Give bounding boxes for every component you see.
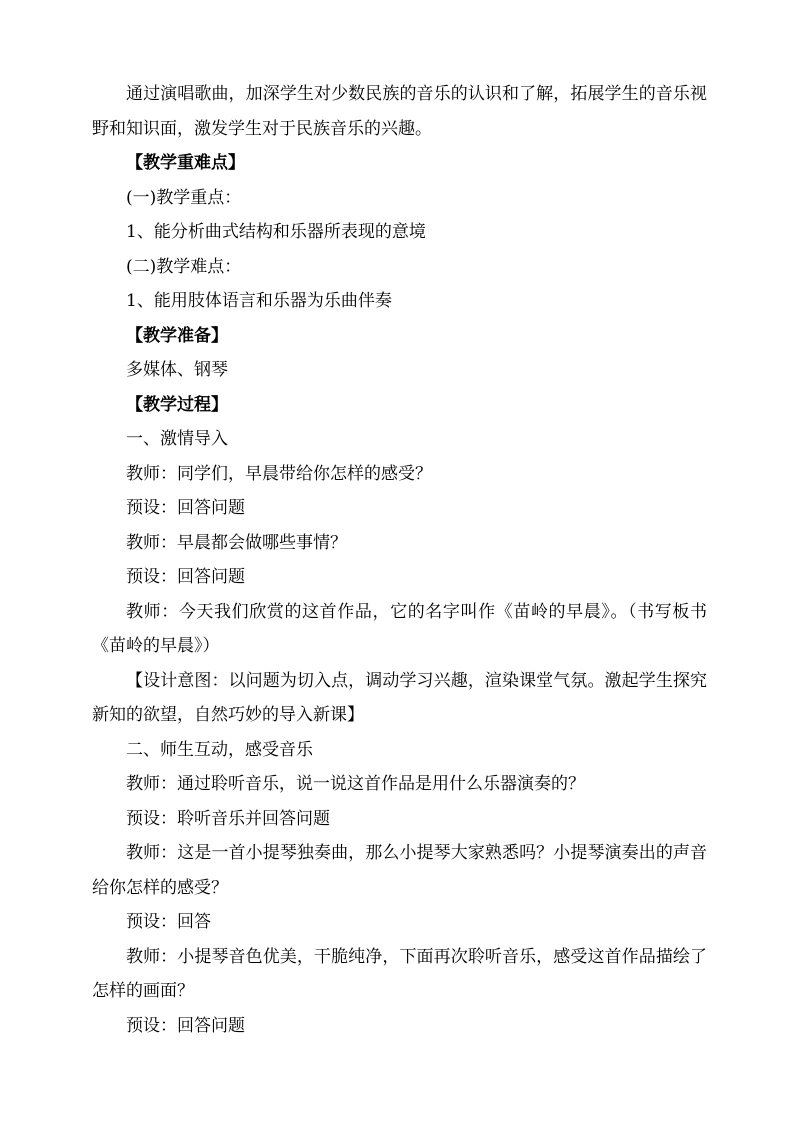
heading-preparation: 【教学准备】	[126, 325, 228, 346]
list-item: 1、能分析曲式结构和乐器所表现的意境	[126, 222, 426, 242]
paragraph-materials: 多媒体、钢琴	[126, 360, 228, 380]
dialogue-line: 教师：早晨都会做哪些事情？	[126, 532, 347, 553]
dialogue-line: 预设：回答问题	[126, 498, 245, 518]
section-title: 一、激情导入	[126, 429, 228, 449]
subheading-difficulty: (二)教学难点：	[126, 256, 242, 277]
dialogue-line: 预设：回答问题	[126, 567, 245, 587]
subheading-key-point: (一)教学重点：	[126, 187, 242, 208]
dialogue-line: 教师：这是一首小提琴独奏曲，那么小提琴大家熟悉吗？小提琴演奏出的声音给你怎样的感受？	[92, 843, 707, 898]
dialogue-line: 教师：通过聆听音乐，说一说这首作品是用什么乐器演奏的？	[126, 774, 585, 794]
dialogue-line: 预设：回答	[126, 912, 211, 932]
list-item: 1、能用肢体语言和乐器为乐曲伴奏	[126, 291, 392, 311]
paragraph-goal: 通过演唱歌曲，加深学生对少数民族的音乐的认识和了解，拓展学生的音乐视野和知识面，激发学生对于民族音乐的兴趣。	[92, 84, 707, 139]
dialogue-line: 教师：小提琴音色优美，干脆纯净，下面再次聆听音乐，感受这首作品描绘了怎样的画面？	[92, 946, 707, 1001]
document-body	[92, 77, 707, 1043]
dialogue-line: 教师：同学们，早晨带给你怎样的感受？	[126, 463, 432, 484]
heading-process: 【教学过程】	[126, 394, 228, 415]
design-intent-note: 【设计意图：以问题为切入点，调动学习兴趣，渲染课堂气氛。激起学生探究新知的欲望，自然巧妙的导入新课】	[92, 670, 707, 725]
dialogue-line: 预设：回答问题	[126, 1015, 245, 1036]
dialogue-line: 教师：今天我们欣赏的这首作品，它的名字叫作《苗岭的早晨》。（书写板书《苗岭的早晨》）	[92, 601, 707, 656]
dialogue-line: 预设：聆听音乐并回答问题	[126, 808, 330, 829]
heading-key-points: 【教学重难点】	[126, 153, 245, 173]
section-title: 二、师生互动，感受音乐	[126, 739, 313, 760]
